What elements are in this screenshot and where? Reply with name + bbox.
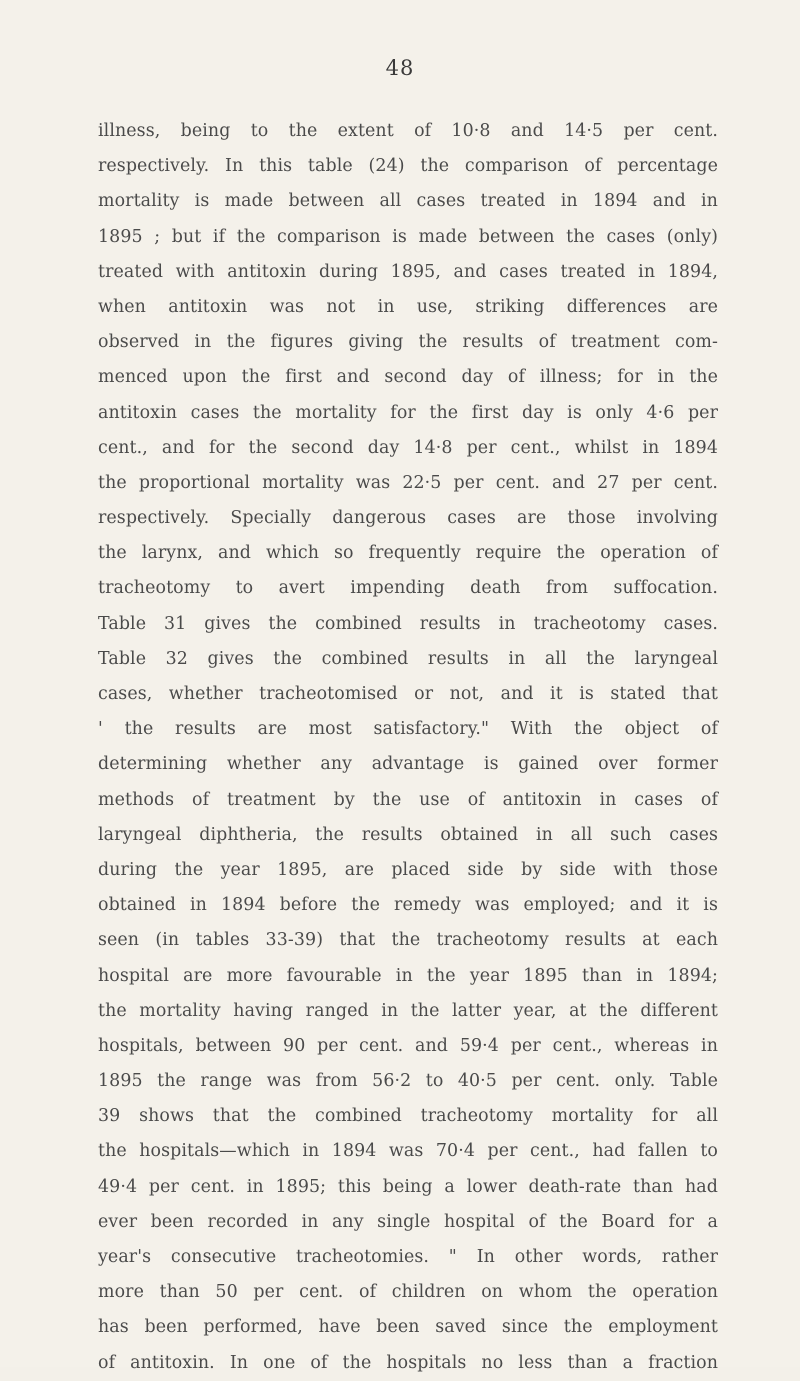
text-line: the hospitals—which in 1894 was 70·4 per cent., had fallen to <box>98 1141 718 1162</box>
text-line: illness, being to the extent of 10·8 and 14·5 per cent. <box>98 121 718 141</box>
text-line: cases, whether tracheotomised or not, and it is stated that <box>98 684 718 704</box>
text-line: hospitals, between 90 per cent. and 59·4 per cent., whereas in <box>98 1035 718 1056</box>
text-line: determining whether any advantage is gained over former <box>98 754 718 775</box>
text-line: 1895 the range was from 56·2 to 40·5 per cent. only. Table <box>98 1071 718 1092</box>
text-line: tracheotomy to avert impending death from suffocation. <box>98 578 718 599</box>
text-line: hospital are more favourable in the year 1895 than in 1894; <box>98 965 718 986</box>
text-line: laryngeal diphtheria, the results obtained in all such cases <box>98 824 718 845</box>
text-line: year's consecutive tracheotomies. " In other words, rather <box>98 1247 718 1267</box>
text-line: treated with antitoxin during 1895, and cases treated in 1894, <box>98 261 718 282</box>
body-text <box>98 114 718 1381</box>
text-line: Table 32 gives the combined results in all the laryngeal <box>98 648 718 669</box>
text-line: during the year 1895, are placed side by side with those <box>98 859 718 880</box>
text-line: seen (in tables 33-39) that the tracheotomy results at each <box>98 930 718 951</box>
text-line: Table 31 gives the combined results in tracheotomy cases. <box>98 613 718 634</box>
text-line: when antitoxin was not in use, striking differences are <box>98 296 718 317</box>
text-line: cent., and for the second day 14·8 per cent., whilst in 1894 <box>98 437 718 458</box>
text-line: more than 50 per cent. of children on whom the operation <box>98 1282 718 1303</box>
text-line: methods of treatment by the use of antitoxin in cases of <box>98 789 718 810</box>
text-line: ' the results are most satisfactory." With the object of <box>98 719 718 740</box>
text-line: has been performed, have been saved since the employment <box>98 1317 718 1338</box>
text-line: mortality is made between all cases treated in 1894 and in <box>98 191 718 212</box>
text-line: observed in the figures giving the results of treatment com- <box>98 332 718 353</box>
text-line: 39 shows that the combined tracheotomy mortality for all <box>98 1106 718 1127</box>
text-line: respectively. In this table (24) the comparison of percentage <box>98 156 718 177</box>
text-line: 49·4 per cent. in 1895; this being a lower death-rate than had <box>98 1176 718 1197</box>
text-line: 1895 ; but if the comparison is made between the cases (only) <box>98 226 718 247</box>
text-line: menced upon the first and second day of illness; for in the <box>98 367 718 388</box>
text-line: the larynx, and which so frequently require the operation of <box>98 543 718 564</box>
page-number: 48 <box>385 56 415 80</box>
text-line: of antitoxin. In one of the hospitals no less than a fraction <box>98 1352 718 1373</box>
text-line: antitoxin cases the mortality for the first day is only 4·6 per <box>98 402 718 423</box>
text-line: obtained in 1894 before the remedy was employed; and it is <box>98 895 718 916</box>
text-line: the proportional mortality was 22·5 per cent. and 27 per cent. <box>98 472 718 493</box>
text-line: the mortality having ranged in the latter year, at the different <box>98 1000 718 1021</box>
text-line: ever been recorded in any single hospital of the Board for a <box>98 1211 718 1232</box>
text-line: respectively. Specially dangerous cases are those involving <box>98 508 718 529</box>
